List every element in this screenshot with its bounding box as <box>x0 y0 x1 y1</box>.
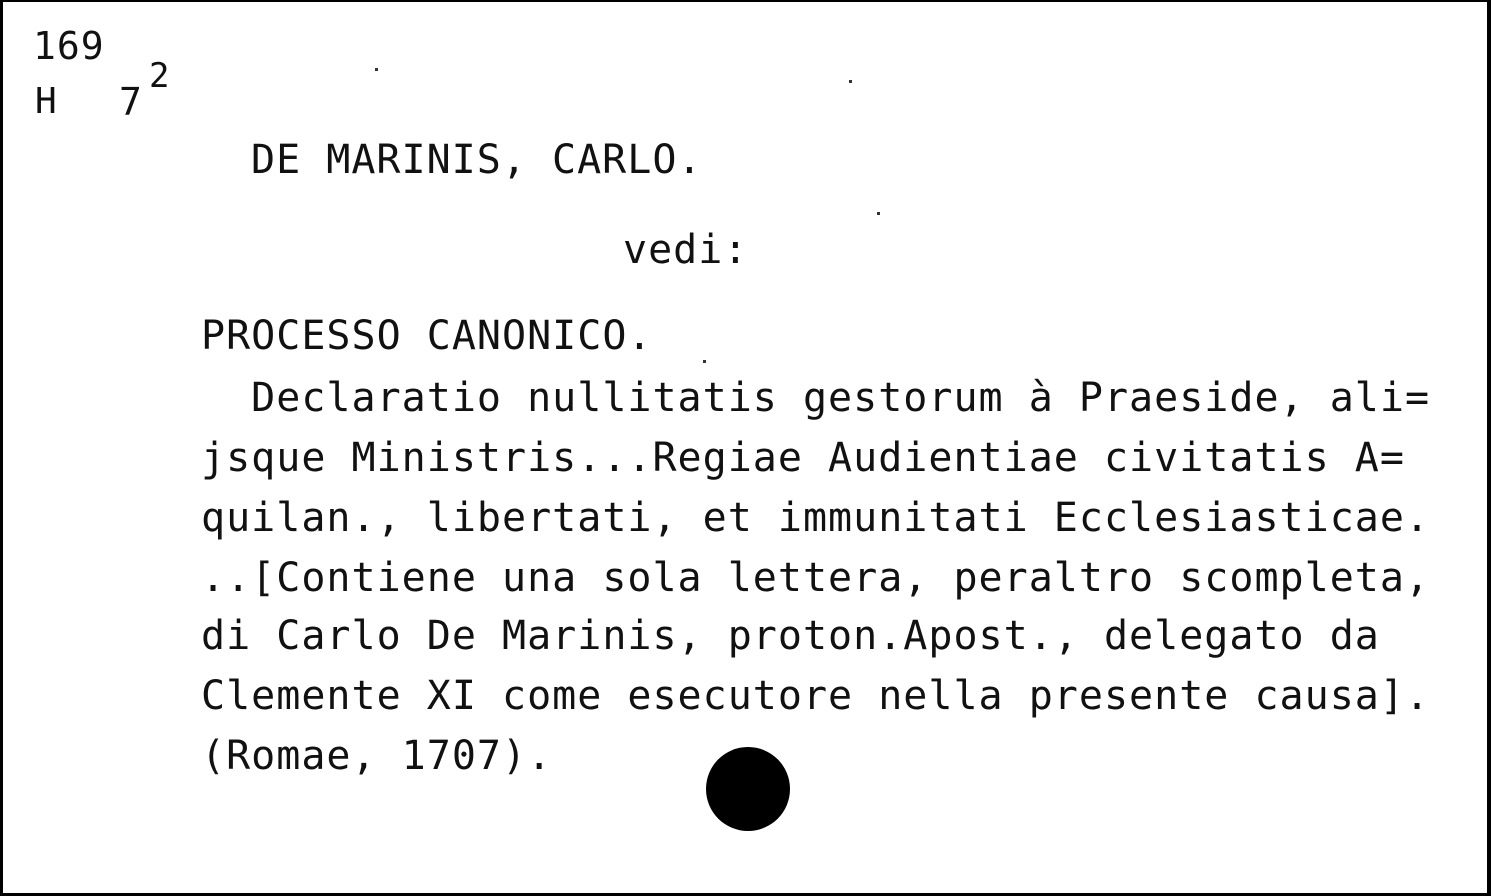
subject-heading: PROCESSO CANONICO. <box>201 313 653 359</box>
dust-speck <box>877 212 880 215</box>
body-line-2: jsque Ministris...Regiae Audientiae civitatis A= <box>201 435 1405 481</box>
author-heading: DE MARINIS, CARLO. <box>251 137 703 183</box>
body-line-6: Clemente XI come esecutore nella presente causa]. <box>201 673 1431 719</box>
body-line-3: quilan., libertati, et immunitati Ecclesiasticae. <box>201 495 1431 541</box>
punch-hole <box>706 747 790 831</box>
call-number-number: 7 <box>119 80 143 124</box>
body-line-1: Declaratio nullitatis gestorum à Praeside, ali= <box>201 375 1431 421</box>
dust-speck <box>703 360 706 363</box>
body-line-5: di Carlo De Marinis, proton.Apost., delegato da <box>201 613 1380 659</box>
body-line-7: (Romae, 1707). <box>201 733 553 779</box>
dust-speck <box>375 68 378 71</box>
call-number-superscript: 2 <box>149 56 171 96</box>
see-reference-label: vedi: <box>623 227 749 273</box>
call-number-letter: H <box>35 81 58 122</box>
body-line-4: ..[Contiene una sola lettera, peraltro scompleta, <box>201 555 1431 601</box>
call-number-line1: 169 <box>33 24 105 68</box>
dust-speck <box>849 80 852 83</box>
